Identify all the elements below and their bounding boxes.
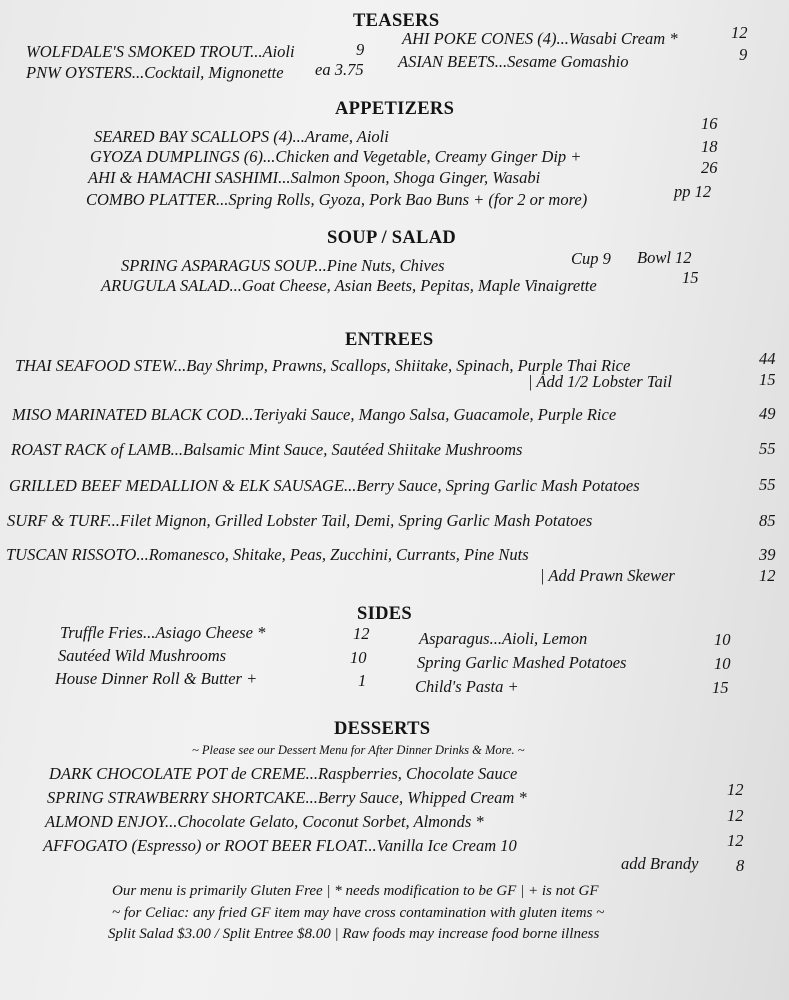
menu-item-name: ROAST RACK of LAMB...Balsamic Mint Sauce, Sautéed Shiitake Mushrooms bbox=[11, 440, 523, 459]
menu-item-price: 1 bbox=[358, 671, 367, 690]
menu-item-name: PNW OYSTERS...Cocktail, Mignonette bbox=[26, 63, 284, 82]
menu-item-name: Spring Garlic Mashed Potatoes bbox=[417, 653, 627, 672]
menu-item-name: TUSCAN RISSOTO...Romanesco, Shitake, Peas, Zucchini, Currants, Pine Nuts bbox=[6, 545, 529, 564]
menu-item-price: 12 bbox=[353, 624, 370, 643]
menu-item-addon: | Add Prawn Skewer bbox=[540, 566, 675, 585]
menu-item-price: 10 bbox=[714, 630, 731, 649]
menu-item-price: 10 bbox=[350, 648, 367, 667]
menu-item-price: 18 bbox=[701, 137, 718, 156]
footer-gluten-note: Our menu is primarily Gluten Free | * needs modification to be GF | + is not GF bbox=[112, 883, 599, 899]
menu-item-name: SPRING ASPARAGUS SOUP...Pine Nuts, Chives bbox=[121, 256, 445, 275]
menu-item-price: 12 bbox=[727, 806, 744, 825]
section-heading-appetizers: APPETIZERS bbox=[335, 99, 455, 119]
section-heading-entrees: ENTREES bbox=[345, 330, 434, 350]
menu-item-price: 12 bbox=[759, 566, 776, 585]
menu-item-name: GYOZA DUMPLINGS (6)...Chicken and Vegetable, Creamy Ginger Dip + bbox=[90, 147, 582, 166]
section-heading-soup-salad: SOUP / SALAD bbox=[327, 228, 457, 248]
menu-item-name: Child's Pasta + bbox=[415, 677, 519, 696]
menu-item-name: ASIAN BEETS...Sesame Gomashio bbox=[398, 52, 629, 71]
menu-item-price: 9 bbox=[356, 40, 365, 59]
menu-item-name: ARUGULA SALAD...Goat Cheese, Asian Beets, Pepitas, Maple Vinaigrette bbox=[101, 276, 597, 295]
menu-item-price: 8 bbox=[736, 856, 745, 875]
menu-item-price: 55 bbox=[759, 475, 776, 494]
menu-item-price-cup: Cup 9 bbox=[571, 249, 611, 268]
menu-item-addon: add Brandy bbox=[621, 854, 699, 873]
menu-item-name: AFFOGATO (Espresso) or ROOT BEER FLOAT...Vanilla Ice Cream 10 bbox=[43, 836, 517, 855]
footer-split-note: Split Salad $3.00 / Split Entree $8.00 | Raw foods may increase food borne illness bbox=[108, 926, 600, 942]
menu-item-name: COMBO PLATTER...Spring Rolls, Gyoza, Pork Bao Buns + (for 2 or more) bbox=[86, 190, 588, 209]
menu-item-name: WOLFDALE'S SMOKED TROUT...Aioli bbox=[26, 42, 295, 61]
menu-item-price: pp 12 bbox=[674, 182, 712, 201]
menu-item-name: AHI & HAMACHI SASHIMI...Salmon Spoon, Shoga Ginger, Wasabi bbox=[88, 168, 541, 187]
footer-celiac-note: ~ for Celiac: any fried GF item may have cross contamination with gluten items ~ bbox=[112, 905, 605, 921]
menu-item-name: ALMOND ENJOY...Chocolate Gelato, Coconut Sorbet, Almonds * bbox=[45, 812, 484, 831]
dessert-menu-note: ~ Please see our Dessert Menu for After Dinner Drinks & More. ~ bbox=[192, 743, 525, 757]
menu-item-price: 9 bbox=[739, 45, 748, 64]
menu-item-name: SURF & TURF...Filet Mignon, Grilled Lobster Tail, Demi, Spring Garlic Mash Potatoes bbox=[7, 511, 593, 530]
menu-item-price: 44 bbox=[759, 349, 776, 368]
menu-item-price: 16 bbox=[701, 114, 718, 133]
menu-item-name: House Dinner Roll & Butter + bbox=[55, 669, 258, 688]
menu-item-name: THAI SEAFOOD STEW...Bay Shrimp, Prawns, Scallops, Shiitake, Spinach, Purple Thai Rice bbox=[15, 356, 631, 375]
menu-item-name: GRILLED BEEF MEDALLION & ELK SAUSAGE...Berry Sauce, Spring Garlic Mash Potatoes bbox=[9, 476, 640, 495]
menu-item-price: 39 bbox=[759, 545, 776, 564]
menu-item-name: Sautéed Wild Mushrooms bbox=[58, 646, 227, 665]
menu-item-price: 15 bbox=[682, 268, 699, 287]
menu-item-price: 15 bbox=[712, 678, 729, 697]
menu-item-price: 55 bbox=[759, 439, 776, 458]
section-heading-desserts: DESSERTS bbox=[334, 719, 431, 739]
menu-item-price: 12 bbox=[727, 831, 744, 850]
menu-item-name: MISO MARINATED BLACK COD...Teriyaki Sauce, Mango Salsa, Guacamole, Purple Rice bbox=[12, 405, 617, 424]
menu-item-price: 15 bbox=[759, 370, 776, 389]
menu-item-price: 26 bbox=[701, 158, 718, 177]
menu-item-addon: | Add 1/2 Lobster Tail bbox=[528, 372, 672, 391]
menu-item-price: 85 bbox=[759, 511, 776, 530]
menu-item-name: SEARED BAY SCALLOPS (4)...Arame, Aioli bbox=[94, 127, 389, 146]
menu-item-name: Asparagus...Aioli, Lemon bbox=[419, 629, 588, 648]
section-heading-sides: SIDES bbox=[357, 604, 412, 624]
menu-item-name: Truffle Fries...Asiago Cheese * bbox=[60, 623, 266, 642]
menu-item-name: SPRING STRAWBERRY SHORTCAKE...Berry Sauce, Whipped Cream * bbox=[47, 788, 527, 807]
menu-item-name: DARK CHOCOLATE POT de CREME...Raspberries, Chocolate Sauce bbox=[49, 764, 518, 783]
menu-item-price: 10 bbox=[714, 654, 731, 673]
section-heading-teasers: TEASERS bbox=[353, 11, 440, 31]
menu-item-price: 49 bbox=[759, 404, 776, 423]
menu-item-name: AHI POKE CONES (4)...Wasabi Cream * bbox=[402, 29, 678, 48]
menu-item-price: 12 bbox=[731, 23, 748, 42]
menu-item-price: 12 bbox=[727, 780, 744, 799]
menu-item-price-bowl: Bowl 12 bbox=[637, 248, 692, 267]
menu-item-price: ea 3.75 bbox=[315, 60, 364, 79]
